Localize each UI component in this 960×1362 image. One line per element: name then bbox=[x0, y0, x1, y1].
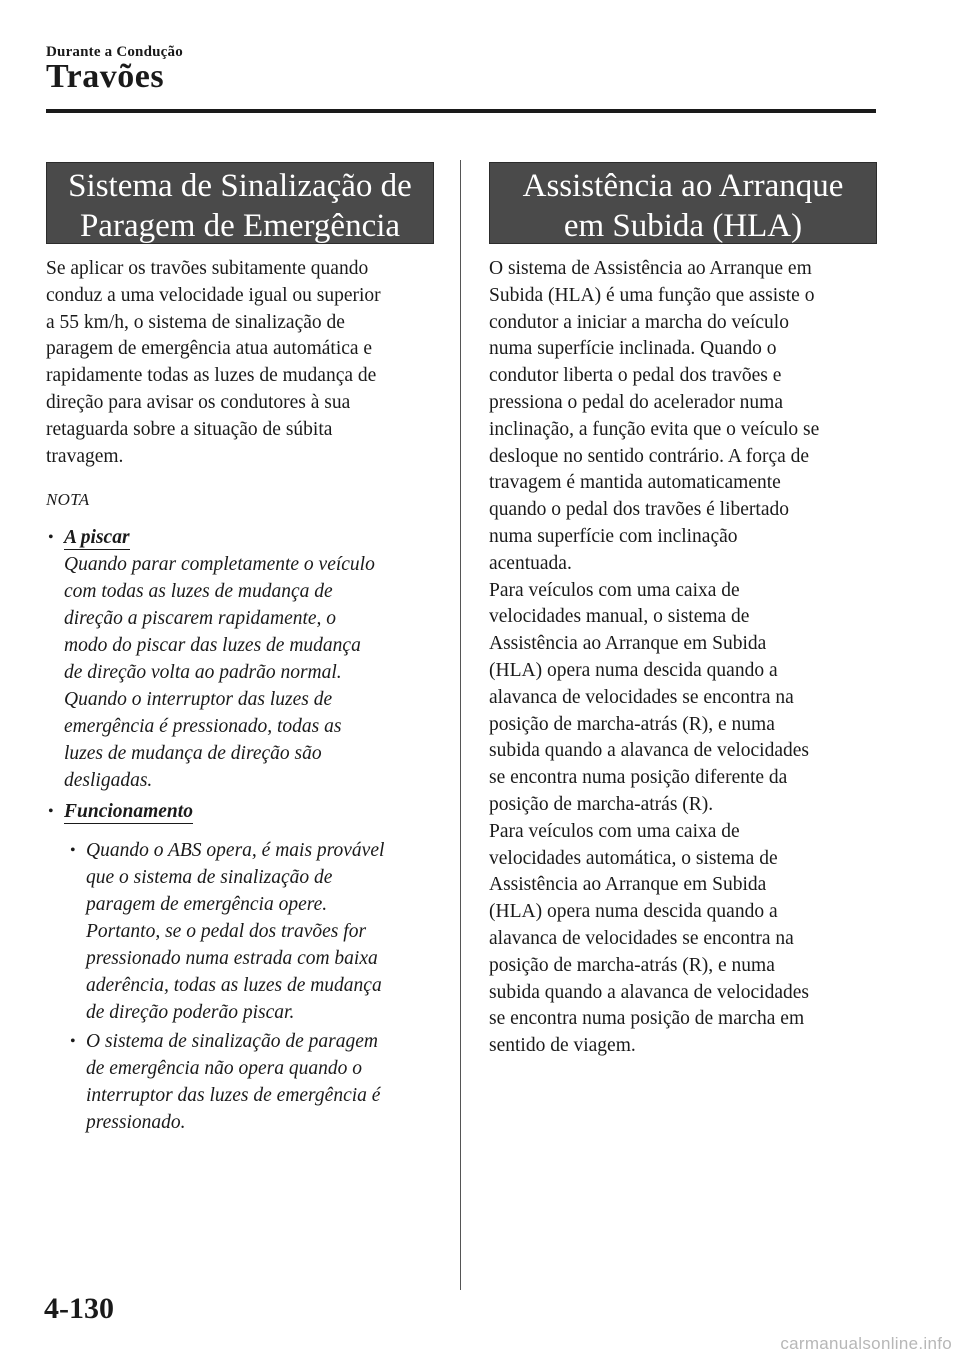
page-number: 4-130 bbox=[44, 1292, 114, 1325]
column-divider bbox=[460, 160, 461, 1290]
section-heading-hill-launch-assist: Assistência ao Arranque em Subida (HLA) bbox=[489, 162, 877, 244]
bullet-dot-icon: • bbox=[70, 842, 76, 860]
note-operation-item bbox=[68, 1028, 436, 1136]
note-blink-title: A piscar bbox=[64, 527, 130, 549]
note-blink bbox=[46, 524, 436, 794]
note-operation-title: Funcionamento bbox=[64, 801, 193, 823]
intro-paragraph: Se aplicar os travões subitamente quando conduz a uma velocidade igual ou superior a 55 km/h, o sistema de sinalização de paragem de emergência atua automática e rapidamente todas as luzes de mudança de direção para avisar os condutores à sua retaguarda sobre a situação de súbita travagem. bbox=[46, 258, 381, 467]
bullet-dot-icon: • bbox=[48, 529, 54, 547]
chapter-title: Travões bbox=[46, 58, 165, 95]
note-operation-item-text: O sistema de sinalização de paragem de emergência não opera quando o interruptor das luzes de emergência é pressionado. bbox=[86, 1031, 381, 1134]
left-column bbox=[46, 162, 436, 1136]
note-operation-item-text: Quando o ABS opera, é mais provável que o sistema de sinalização de paragem de emergência opere. Portanto, se o pedal dos travões for pressionado numa estrada com baixa aderência, todas as luzes de mudança de direção poderão piscar. bbox=[86, 840, 385, 1024]
note-blink-text: Quando parar completamente o veículo com todas as luzes de mudança de direção a piscarem rapidamente, o modo do piscar das luzes de mudança de direção volta ao padrão normal. Quando o interruptor das luzes de emergência é pressionado, todas as luzes de mudança de direção são desligadas. bbox=[64, 554, 375, 792]
right-column bbox=[489, 162, 877, 1060]
bullet-dot-icon: • bbox=[48, 803, 54, 821]
note-label: NOTA bbox=[46, 490, 90, 510]
watermark: carmanualsonline.info bbox=[780, 1334, 952, 1353]
note-operation bbox=[46, 798, 436, 825]
header-rule bbox=[46, 109, 876, 113]
running-head: Durante a Condução bbox=[46, 44, 183, 60]
hla-paragraph: O sistema de Assistência ao Arranque em Subida (HLA) é uma função que assiste o condutor a iniciar a marcha do veículo numa superfície inclinada. Quando o condutor liberta o pedal dos travões e pressiona o pedal do acelerador numa inclinação, a função evita que o veículo se desloque no sentido contrário. A força de travagem é mantida automaticamente quando o pedal dos travões é libertado numa superfície com inclinação acentuada. Para veículos com uma caixa de velocidades manual, o sistema de Assistência ao Arranque em Subida (HLA) opera numa descida quando a alavanca de velocidades se encontra na posição de marcha-atrás (R), e numa subida quando a alavanca de velocidades se encontra numa posição diferente da posição de marcha-atrás (R). Para veículos com uma caixa de velocidades automática, o sistema de Assistência ao Arranque em Subida (HLA) opera numa descida quando a alavanca de velocidades se encontra na posição de marcha-atrás (R), e numa subida quando a alavanca de velocidades se encontra numa posição de marcha em sentido de viagem. bbox=[489, 258, 820, 1057]
bullet-dot-icon: • bbox=[70, 1033, 76, 1051]
note-operation-item bbox=[68, 837, 436, 1026]
section-heading-emergency-stop-signal: Sistema de Sinalização de Paragem de Emergência bbox=[46, 162, 434, 244]
